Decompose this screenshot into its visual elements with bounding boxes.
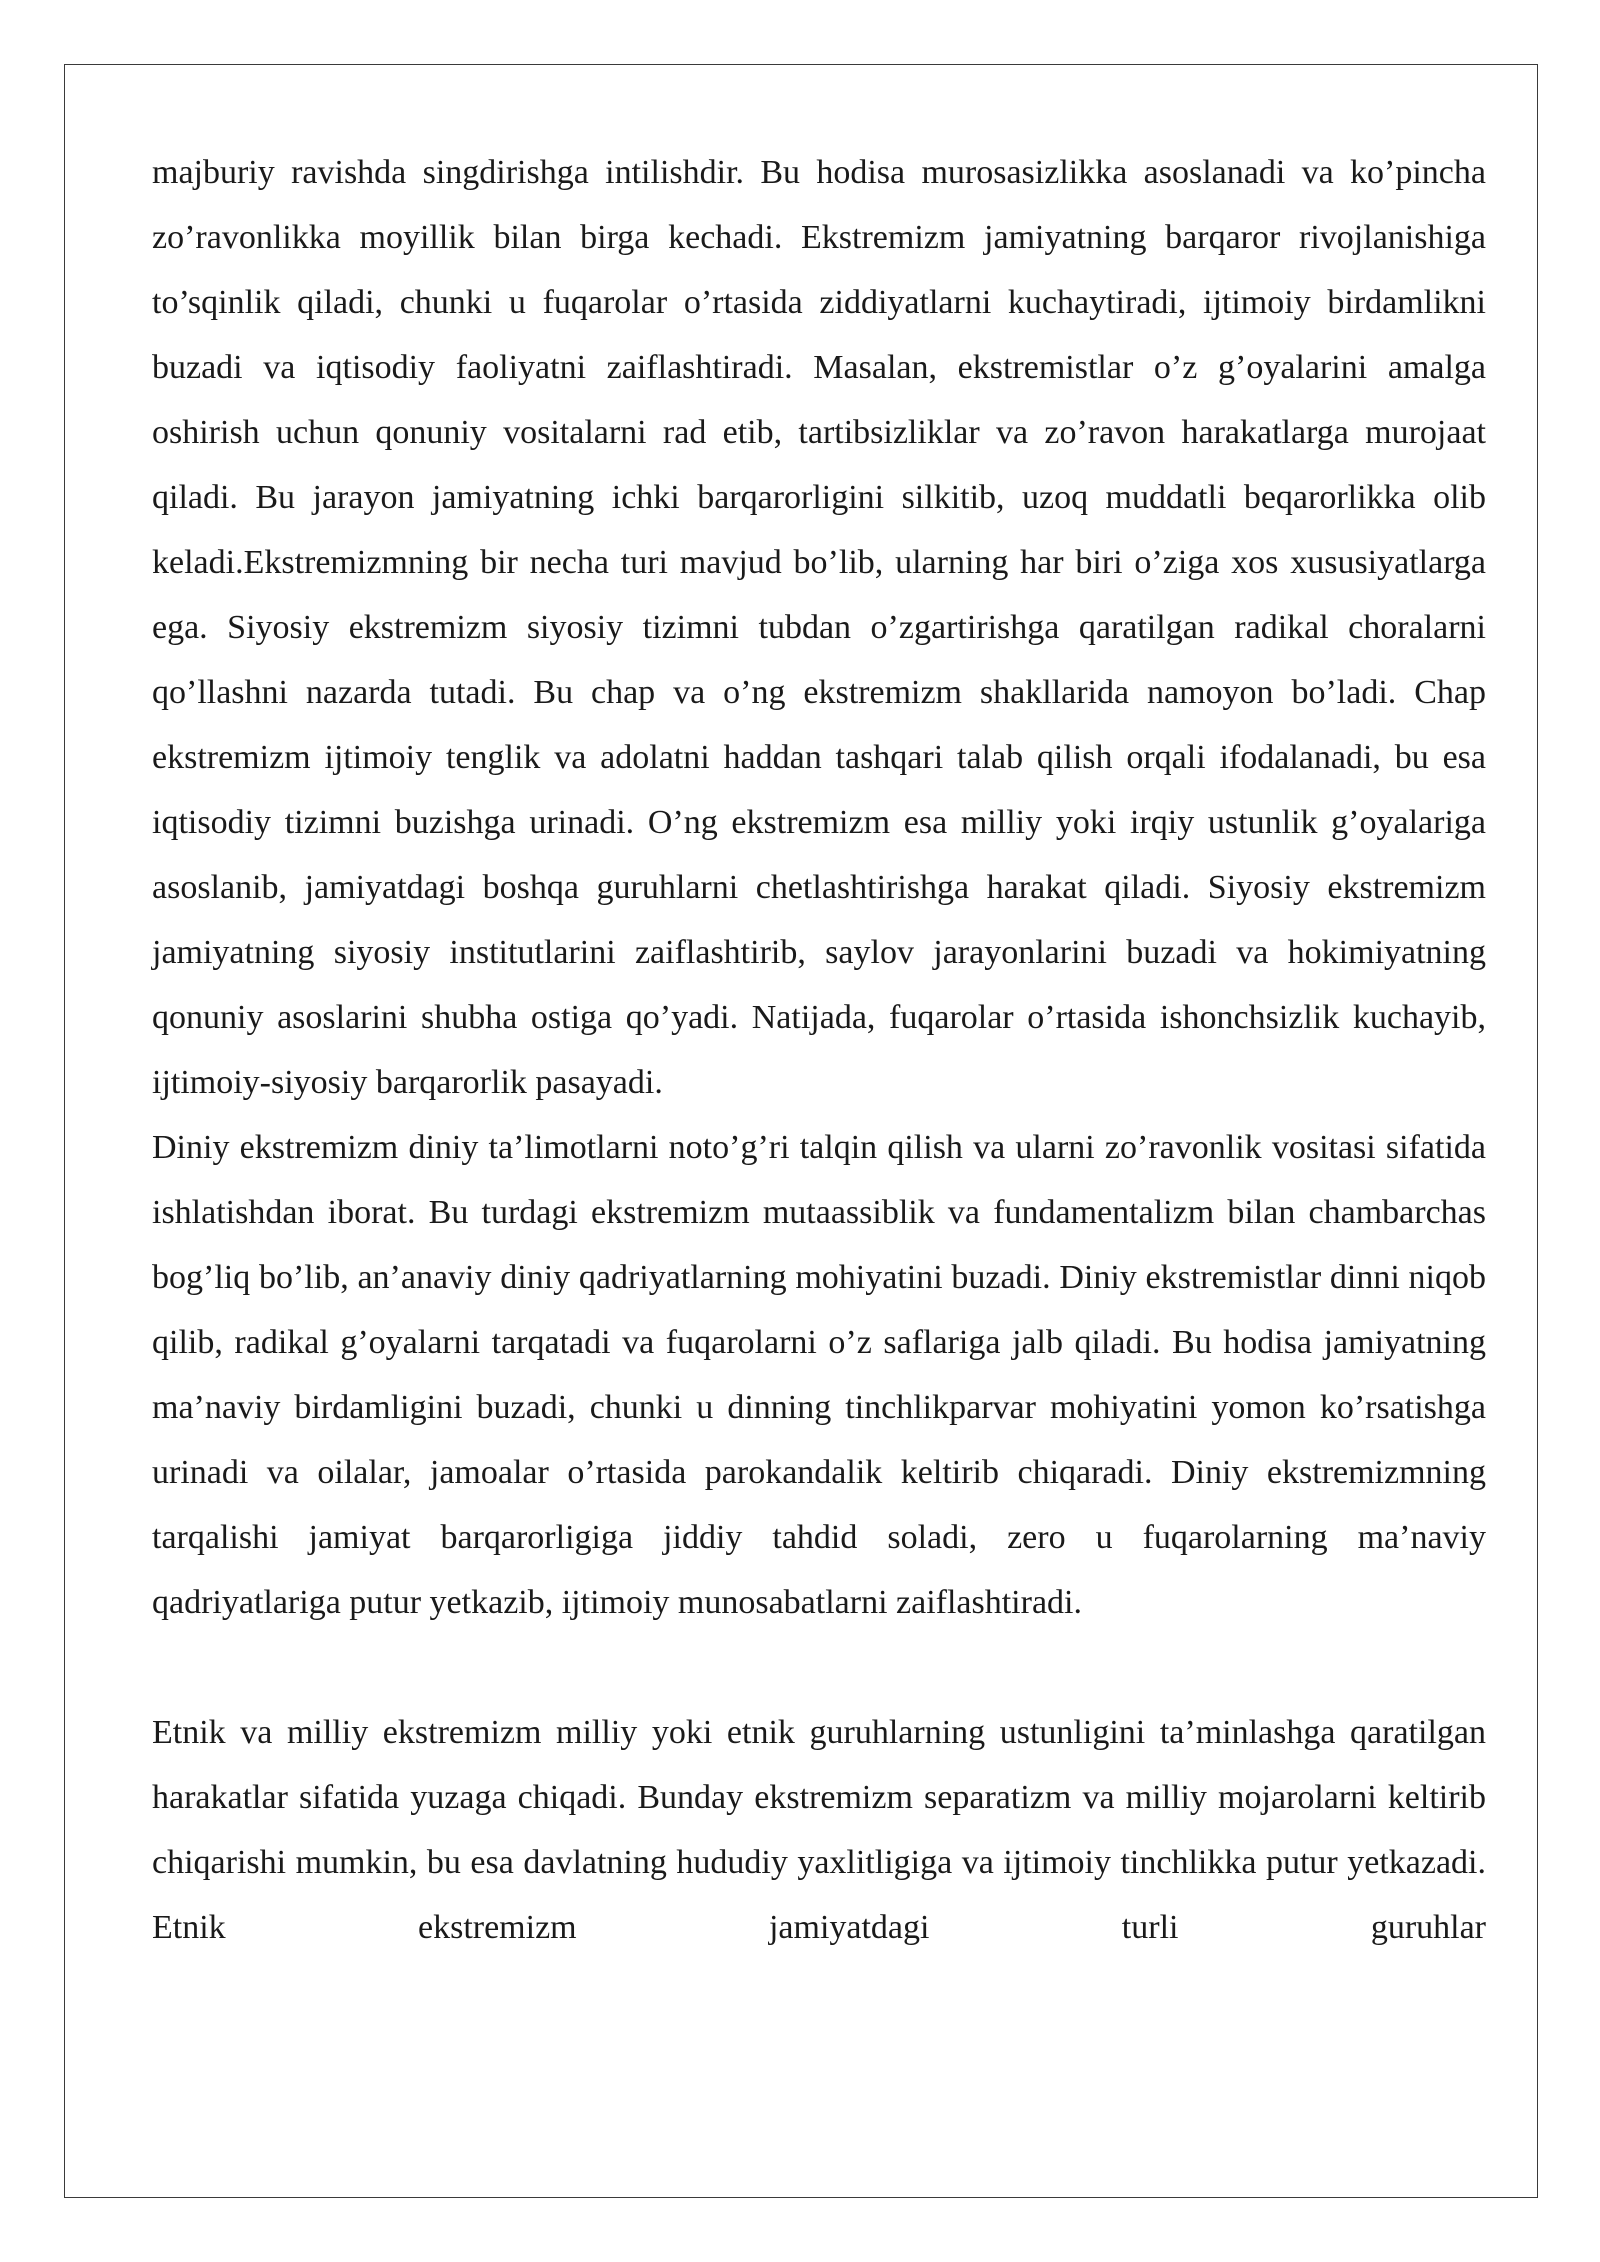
paragraph-3: Etnik va milliy ekstremizm milliy yoki etnik guruhlarning ustunligini ta’minlashga qaratilgan harakatlar sifatida yuzaga chiqadi. Bunday ekstremizm separatizm va milliy mojarolarni keltirib chiqarishi mumkin, bu esa davlatning hududiy yaxlitligiga va ijtimoiy tinchlikka putur yetkazadi. Etnik ekstremizm jamiyatdagi turli guruhlar <box>152 1714 1486 1946</box>
document-body <box>152 140 1486 1960</box>
paragraph-1: majburiy ravishda singdirishga intilishdir. Bu hodisa murosasizlikka asoslanadi va ko’pincha zo’ravonlikka moyillik bilan birga kechadi. Ekstremizm jamiyatning barqaror rivojlanishiga to’sqinlik qiladi, chunki u fuqarolar o’rtasida ziddiyatlarni kuchaytiradi, ijtimoiy birdamlikni buzadi va iqtisodiy faoliyatni zaiflashtiradi. Masalan, ekstremistlar o’z g’oyalarini amalga oshirish uchun qonuniy vositalarni rad etib, tartibsizliklar va zo’ravon harakatlarga murojaat qiladi. Bu jarayon jamiyatning ichki barqarorligini silkitib, uzoq muddatli beqarorlikka olib keladi.Ekstremizmning bir necha turi mavjud bo’lib, ularning har biri o’ziga xos xususiyatlarga ega. Siyosiy ekstremizm siyosiy tizimni tubdan o’zgartirishga qaratilgan radikal choralarni qo’llashni nazarda tutadi. Bu chap va o’ng ekstremizm shakllarida namoyon bo’ladi. Chap ekstremizm ijtimoiy tenglik va adolatni haddan tashqari talab qilish orqali ifodalanadi, bu esa iqtisodiy tizimni buzishga urinadi. O’ng ekstremizm esa milliy yoki irqiy ustunlik g’oyalariga asoslanib, jamiyatdagi boshqa guruhlarni chetlashtirishga harakat qiladi. Siyosiy ekstremizm jamiyatning siyosiy institutlarini zaiflashtirib, saylov jarayonlarini buzadi va hokimiyatning qonuniy asoslarini shubha ostiga qo’yadi. Natijada, fuqarolar o’rtasida ishonchsizlik kuchayib, ijtimoiy-siyosiy barqarorlik pasayadi. <box>152 154 1486 1101</box>
paragraph-2: Diniy ekstremizm diniy ta’limotlarni noto’g’ri talqin qilish va ularni zo’ravonlik vositasi sifatida ishlatishdan iborat. Bu turdagi ekstremizm mutaassiblik va fundamentalizm bilan chambarchas bog’liq bo’lib, an’anaviy diniy qadriyatlarning mohiyatini buzadi. Diniy ekstremistlar dinni niqob qilib, radikal g’oyalarni tarqatadi va fuqarolarni o’z saflariga jalb qiladi. Bu hodisa jamiyatning ma’naviy birdamligini buzadi, chunki u dinning tinchlikparvar mohiyatini yomon ko’rsatishga urinadi va oilalar, jamoalar o’rtasida parokandalik keltirib chiqaradi. Diniy ekstremizmning tarqalishi jamiyat barqarorligiga jiddiy tahdid soladi, zero u fuqarolarning ma’naviy qadriyatlariga putur yetkazib, ijtimoiy munosabatlarni zaiflashtiradi. <box>152 1129 1486 1621</box>
